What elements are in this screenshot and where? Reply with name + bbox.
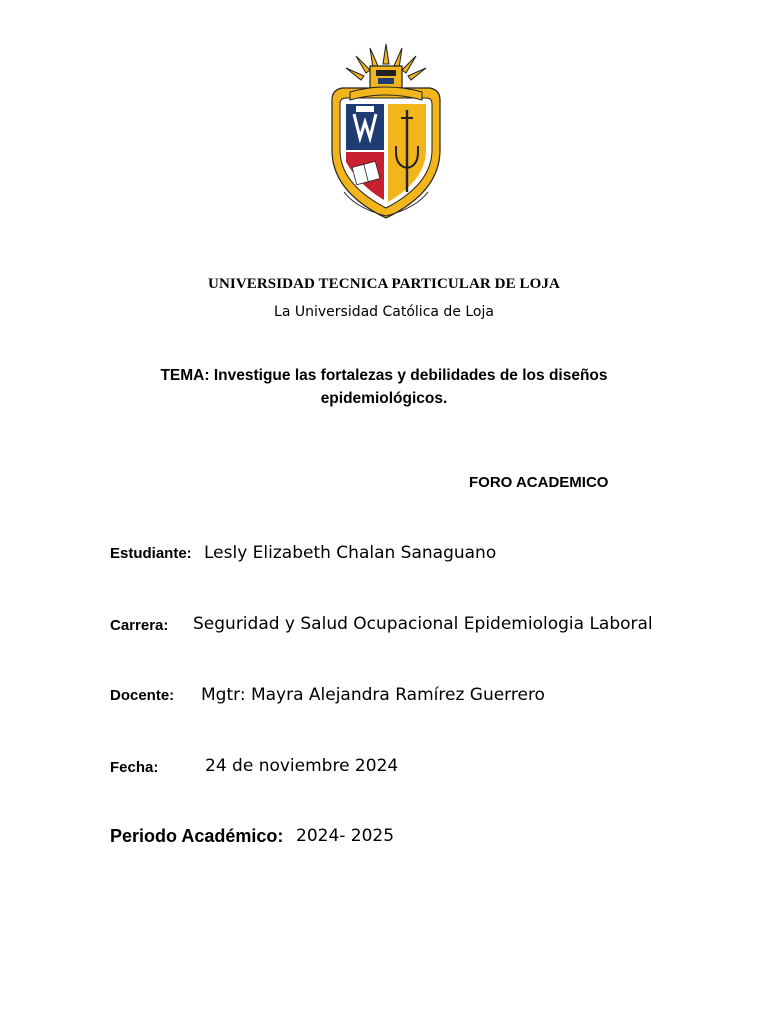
estudiante-label: Estudiante:: [110, 545, 192, 562]
fecha-value: 24 de noviembre 2024: [205, 756, 399, 776]
estudiante-value: Lesly Elizabeth Chalan Sanaguano: [204, 543, 497, 563]
tema-heading: TEMA: Investigue las fortalezas y debilidades de los diseños epidemiológicos.: [160, 367, 608, 407]
foro-label: FORO ACADEMICO: [469, 474, 609, 491]
periodo-value: 2024- 2025: [296, 826, 395, 846]
carrera-value: Seguridad y Salud Ocupacional Epidemiologia Laboral: [193, 614, 653, 634]
docente-value: Mgtr: Mayra Alejandra Ramírez Guerrero: [201, 685, 545, 705]
university-name: UNIVERSIDAD TECNICA PARTICULAR DE LOJA: [208, 276, 560, 292]
periodo-label: Periodo Académico:: [110, 826, 284, 846]
carrera-label: Carrera:: [110, 617, 169, 634]
docente-label: Docente:: [110, 687, 175, 704]
university-subtitle: La Universidad Católica de Loja: [274, 304, 494, 320]
fecha-label: Fecha:: [110, 759, 159, 776]
university-crest-icon: [326, 42, 446, 220]
